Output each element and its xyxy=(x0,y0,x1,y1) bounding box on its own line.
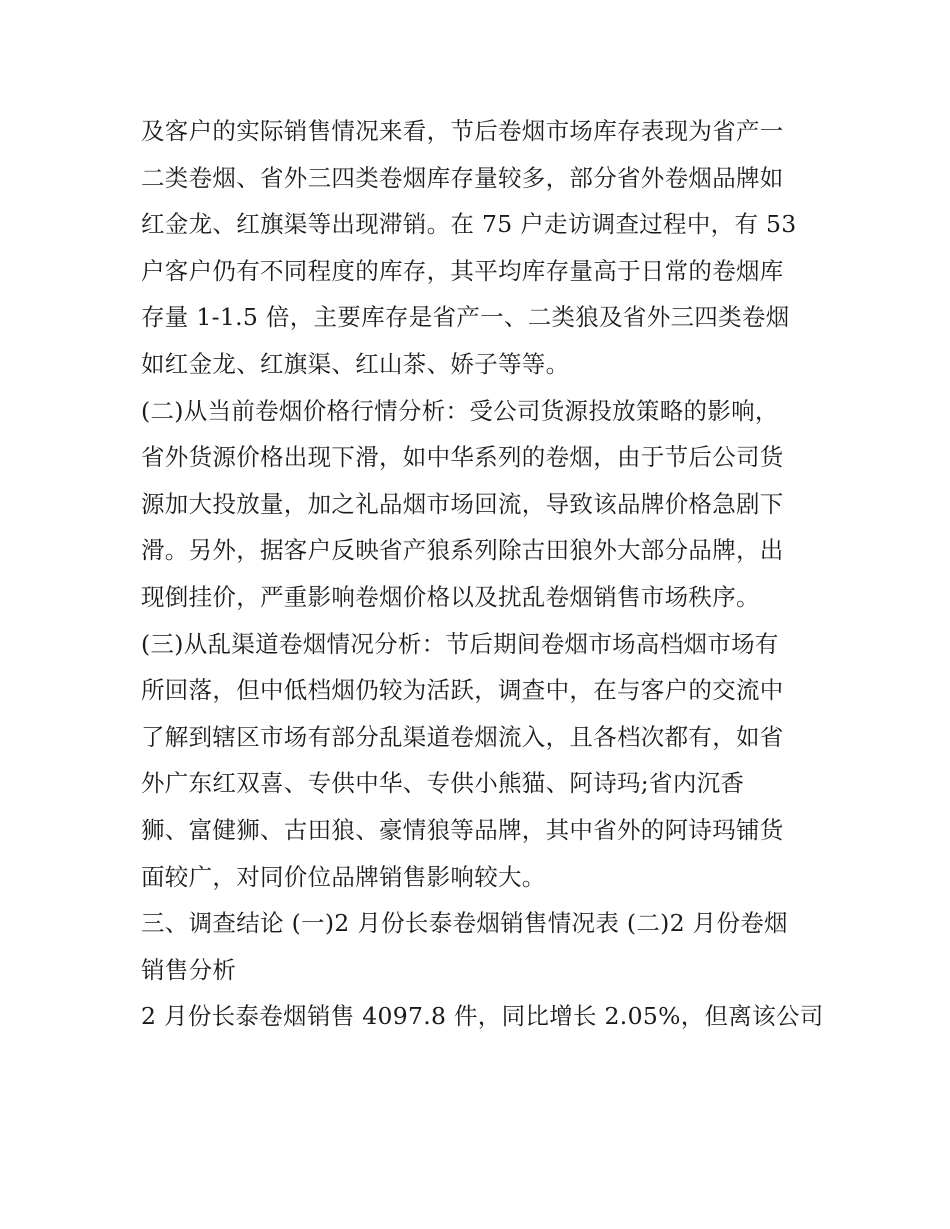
text-line: 源加大投放量，加之礼品烟市场回流，导致该品牌价格急剧下 xyxy=(141,489,784,518)
text-line: 滑。另外，据客户反映省产狼系列除古田狼外大部分品牌，出 xyxy=(141,536,784,565)
text-line: 户客户仍有不同程度的库存，其平均库存量高于日常的卷烟库 xyxy=(141,256,784,285)
text-line: 销售分析 xyxy=(141,955,237,984)
text-line: 存量 1-1.5 倍，主要库存是省产一、二类狼及省外三四类卷烟 xyxy=(141,303,790,332)
text-line: 红金龙、红旗渠等出现滞销。在 75 户走访调查过程中，有 53 xyxy=(141,210,797,239)
text-line: 及客户的实际销售情况来看，节后卷烟市场库存表现为省产一 xyxy=(141,117,784,145)
text-line: (三)从乱渠道卷烟情况分析：节后期间卷烟市场高档烟市场有 xyxy=(141,629,779,658)
text-line: 外广东红双喜、专供中华、专供小熊猫、阿诗玛;省内沉香 xyxy=(141,769,745,798)
text-line: 狮、富健狮、古田狼、豪情狼等品牌，其中省外的阿诗玛铺货 xyxy=(141,815,784,844)
text-line: 如红金龙、红旗渠、红山茶、娇子等等。 xyxy=(141,349,570,378)
text-line: 2 月份长泰卷烟销售 4097.8 件，同比增长 2.05%，但离该公司 xyxy=(141,1002,824,1031)
text-line: 现倒挂价，严重影响卷烟价格以及扰乱卷烟销售市场秩序。 xyxy=(141,582,760,611)
text-line: (二)从当前卷烟价格行情分析：受公司货源投放策略的影响， xyxy=(141,396,779,425)
text-line: 省外货源价格出现下滑，如中华系列的卷烟，由于节后公司货 xyxy=(141,443,784,472)
text-line: 所回落，但中低档烟仍较为活跃，调查中，在与客户的交流中 xyxy=(141,676,784,705)
text-line: 二类卷烟、省外三四类卷烟库存量较多，部分省外卷烟品牌如 xyxy=(141,163,784,192)
text-line: 三、调查结论 (一)2 月份长泰卷烟销售情况表 (二)2 月份卷烟 xyxy=(141,909,788,938)
text-line: 了解到辖区市场有部分乱渠道卷烟流入，且各档次都有，如省 xyxy=(141,722,784,751)
text-line: 面较广，对同价位品牌销售影响较大。 xyxy=(141,862,546,891)
body-text xyxy=(141,108,824,1040)
